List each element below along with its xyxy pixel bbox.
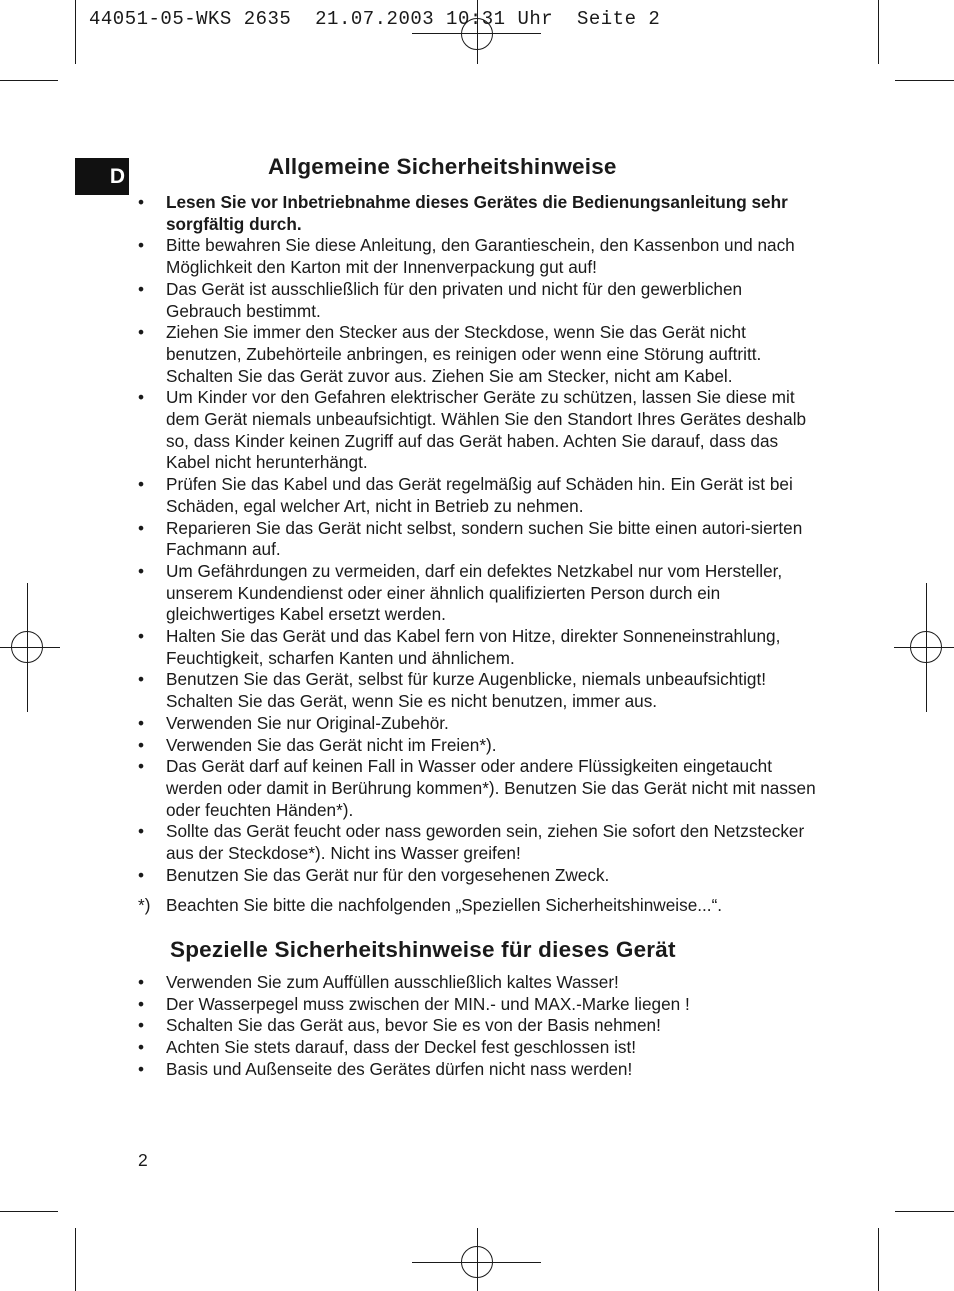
list-item-text: Verwenden Sie zum Auffüllen ausschließlich kaltes Wasser! [166, 972, 619, 992]
list-item-text: Der Wasserpegel muss zwischen der MIN.- und MAX.-Marke liegen ! [166, 993, 690, 1014]
list-item-text: Um Kinder vor den Gefahren elektrischer Geräte zu schützen, lassen Sie diese mit dem Gerät niemals unbeaufsichtigt. Wählen Sie den Standort Ihres Gerätes deshalb so, dass Kinder keinen Zugriff auf das Gerät haben. Achten Sie darauf, dass das Kabel nicht herunterhängt. [166, 387, 807, 473]
bullet-icon: • [138, 560, 145, 581]
bullet-icon: • [138, 517, 145, 538]
crop-mark-bottom-right-v [878, 1228, 879, 1291]
list-item [0, 1059, 820, 1081]
list-item [0, 1037, 820, 1059]
list-item-text: Das Gerät darf auf keinen Fall in Wasser oder andere Flüssigkeiten eingetaucht werden oder damit in Berührung kommen*). Benutzen Sie das Gerät nicht mit nassen oder feuchten Händen*). [166, 756, 816, 820]
list-item [0, 713, 820, 735]
special-safety-list [0, 972, 820, 1081]
list-item [0, 474, 820, 517]
list-item [0, 865, 820, 887]
crop-mark-top-right-h [895, 80, 954, 81]
bullet-icon: • [138, 474, 145, 495]
list-item-text: Benutzen Sie das Gerät, selbst für kurze Augenblicke, niemals unbeaufsichtigt! Schalten Sie das Gerät, wenn Sie es nicht benutzen, immer aus. [166, 669, 766, 712]
bullet-icon: • [138, 278, 145, 299]
bullet-icon: • [138, 821, 145, 842]
list-item-text: Prüfen Sie das Kabel und das Gerät regelmäßig auf Schäden hin. Ein Gerät ist bei Schäden, egal welcher Art, nicht in Betrieb zu nehmen. [166, 474, 793, 516]
list-item-text: Um Gefährdungen zu vermeiden, darf ein defektes Netzkabel nur vom Hersteller, unserem Kundendienst oder einer ähnlich qualifizierten Person durch ein gleichwertiges Kabel ersetzt werden. [166, 560, 783, 625]
bullet-icon: • [138, 626, 145, 647]
bullet-icon: • [138, 1058, 145, 1079]
footnote [138, 895, 838, 917]
list-item-text: Ziehen Sie immer den Stecker aus der Steckdose, wenn Sie das Gerät nicht benutzen, Zubehörteile anbringen, es reinigen oder wenn eine Störung auftritt. Schalten Sie das Gerät zuvor aus. Ziehen Sie am Stecker, nicht am Kabel. [166, 322, 762, 386]
list-item-text: Benutzen Sie das Gerät nur für den vorgesehenen Zweck. [166, 864, 610, 885]
list-item [0, 1015, 820, 1037]
bullet-icon: • [138, 387, 145, 408]
list-item-text: Bitte bewahren Sie diese Anleitung, den Garantieschein, den Kassenbon und nach Möglichkeit den Karton mit der Innenverpackung gut auf! [166, 235, 795, 278]
crop-mark-top-right-v [878, 0, 879, 64]
bullet-icon: • [138, 972, 145, 992]
list-item [0, 626, 820, 669]
section-title-general: Allgemeine Sicherheitshinweise [268, 154, 617, 179]
list-item [0, 322, 820, 387]
list-item-text: Reparieren Sie das Gerät nicht selbst, sondern suchen Sie bitte einen autori-sierten Fachmann auf. [166, 517, 803, 560]
list-item [0, 669, 820, 712]
bullet-icon: • [138, 322, 145, 343]
list-item-text: Verwenden Sie nur Original-Zubehör. [166, 712, 449, 733]
list-item-text: Sollte das Gerät feucht oder nass geworden sein, ziehen Sie sofort den Netzstecker aus der Steckdose*). Nicht ins Wasser greifen! [166, 821, 805, 864]
crop-mark-top-left-v [75, 0, 76, 64]
bullet-icon: • [138, 734, 145, 755]
list-item [0, 756, 820, 821]
list-item-text: Basis und Außenseite des Gerätes dürfen nicht nass werden! [166, 1058, 633, 1079]
bullet-icon: • [138, 1015, 145, 1036]
bullet-icon: • [138, 192, 145, 212]
list-item [0, 821, 820, 864]
bullet-icon: • [138, 864, 145, 885]
print-slug: 44051-05-WKS 2635 21.07.2003 10:31 Uhr Seite 2 [89, 8, 661, 30]
crop-mark-bottom-left-h [0, 1211, 58, 1212]
bullet-icon: • [138, 712, 145, 733]
list-item [0, 279, 820, 322]
bullet-icon: • [138, 756, 145, 777]
list-item-text: Halten Sie das Gerät und das Kabel fern von Hitze, direkter Sonneneinstrahlung, Feuchtigkeit, scharfen Kanten und ähnlichem. [166, 626, 781, 668]
footnote-mark: *) [138, 895, 151, 915]
crop-mark-bottom-right-h [895, 1211, 954, 1212]
list-item [0, 387, 820, 474]
bullet-icon: • [138, 669, 145, 690]
footnote-text: Beachten Sie bitte die nachfolgenden „Speziellen Sicherheitshinweise...“. [166, 895, 723, 915]
list-item [0, 972, 820, 994]
page-number: 2 [138, 1150, 148, 1170]
list-item [0, 561, 820, 626]
language-tab: D [75, 158, 129, 195]
list-item-text: Lesen Sie vor Inbetriebnahme dieses Gerätes die Bedienungsanleitung sehr sorgfältig durch. [166, 192, 788, 234]
list-item-text: Das Gerät ist ausschließlich für den privaten und nicht für den gewerblichen Gebrauch bestimmt. [166, 278, 743, 321]
list-item-text: Schalten Sie das Gerät aus, bevor Sie es von der Basis nehmen! [166, 1015, 661, 1036]
crop-mark-bottom-left-v [75, 1228, 76, 1291]
list-item [0, 235, 820, 278]
bullet-icon: • [138, 993, 145, 1014]
bullet-icon: • [138, 235, 145, 256]
bullet-icon: • [138, 1037, 145, 1058]
general-safety-list [0, 192, 820, 887]
section-title-special: Spezielle Sicherheitshinweise für dieses Gerät [170, 937, 676, 962]
list-item [0, 518, 820, 561]
list-item-text: Achten Sie stets darauf, dass der Deckel fest geschlossen ist! [166, 1037, 637, 1058]
list-item [0, 735, 820, 757]
list-item [0, 192, 820, 235]
list-item [0, 994, 820, 1016]
crop-mark-top-left-h [0, 80, 58, 81]
list-item-text: Verwenden Sie das Gerät nicht im Freien*). [166, 734, 497, 755]
